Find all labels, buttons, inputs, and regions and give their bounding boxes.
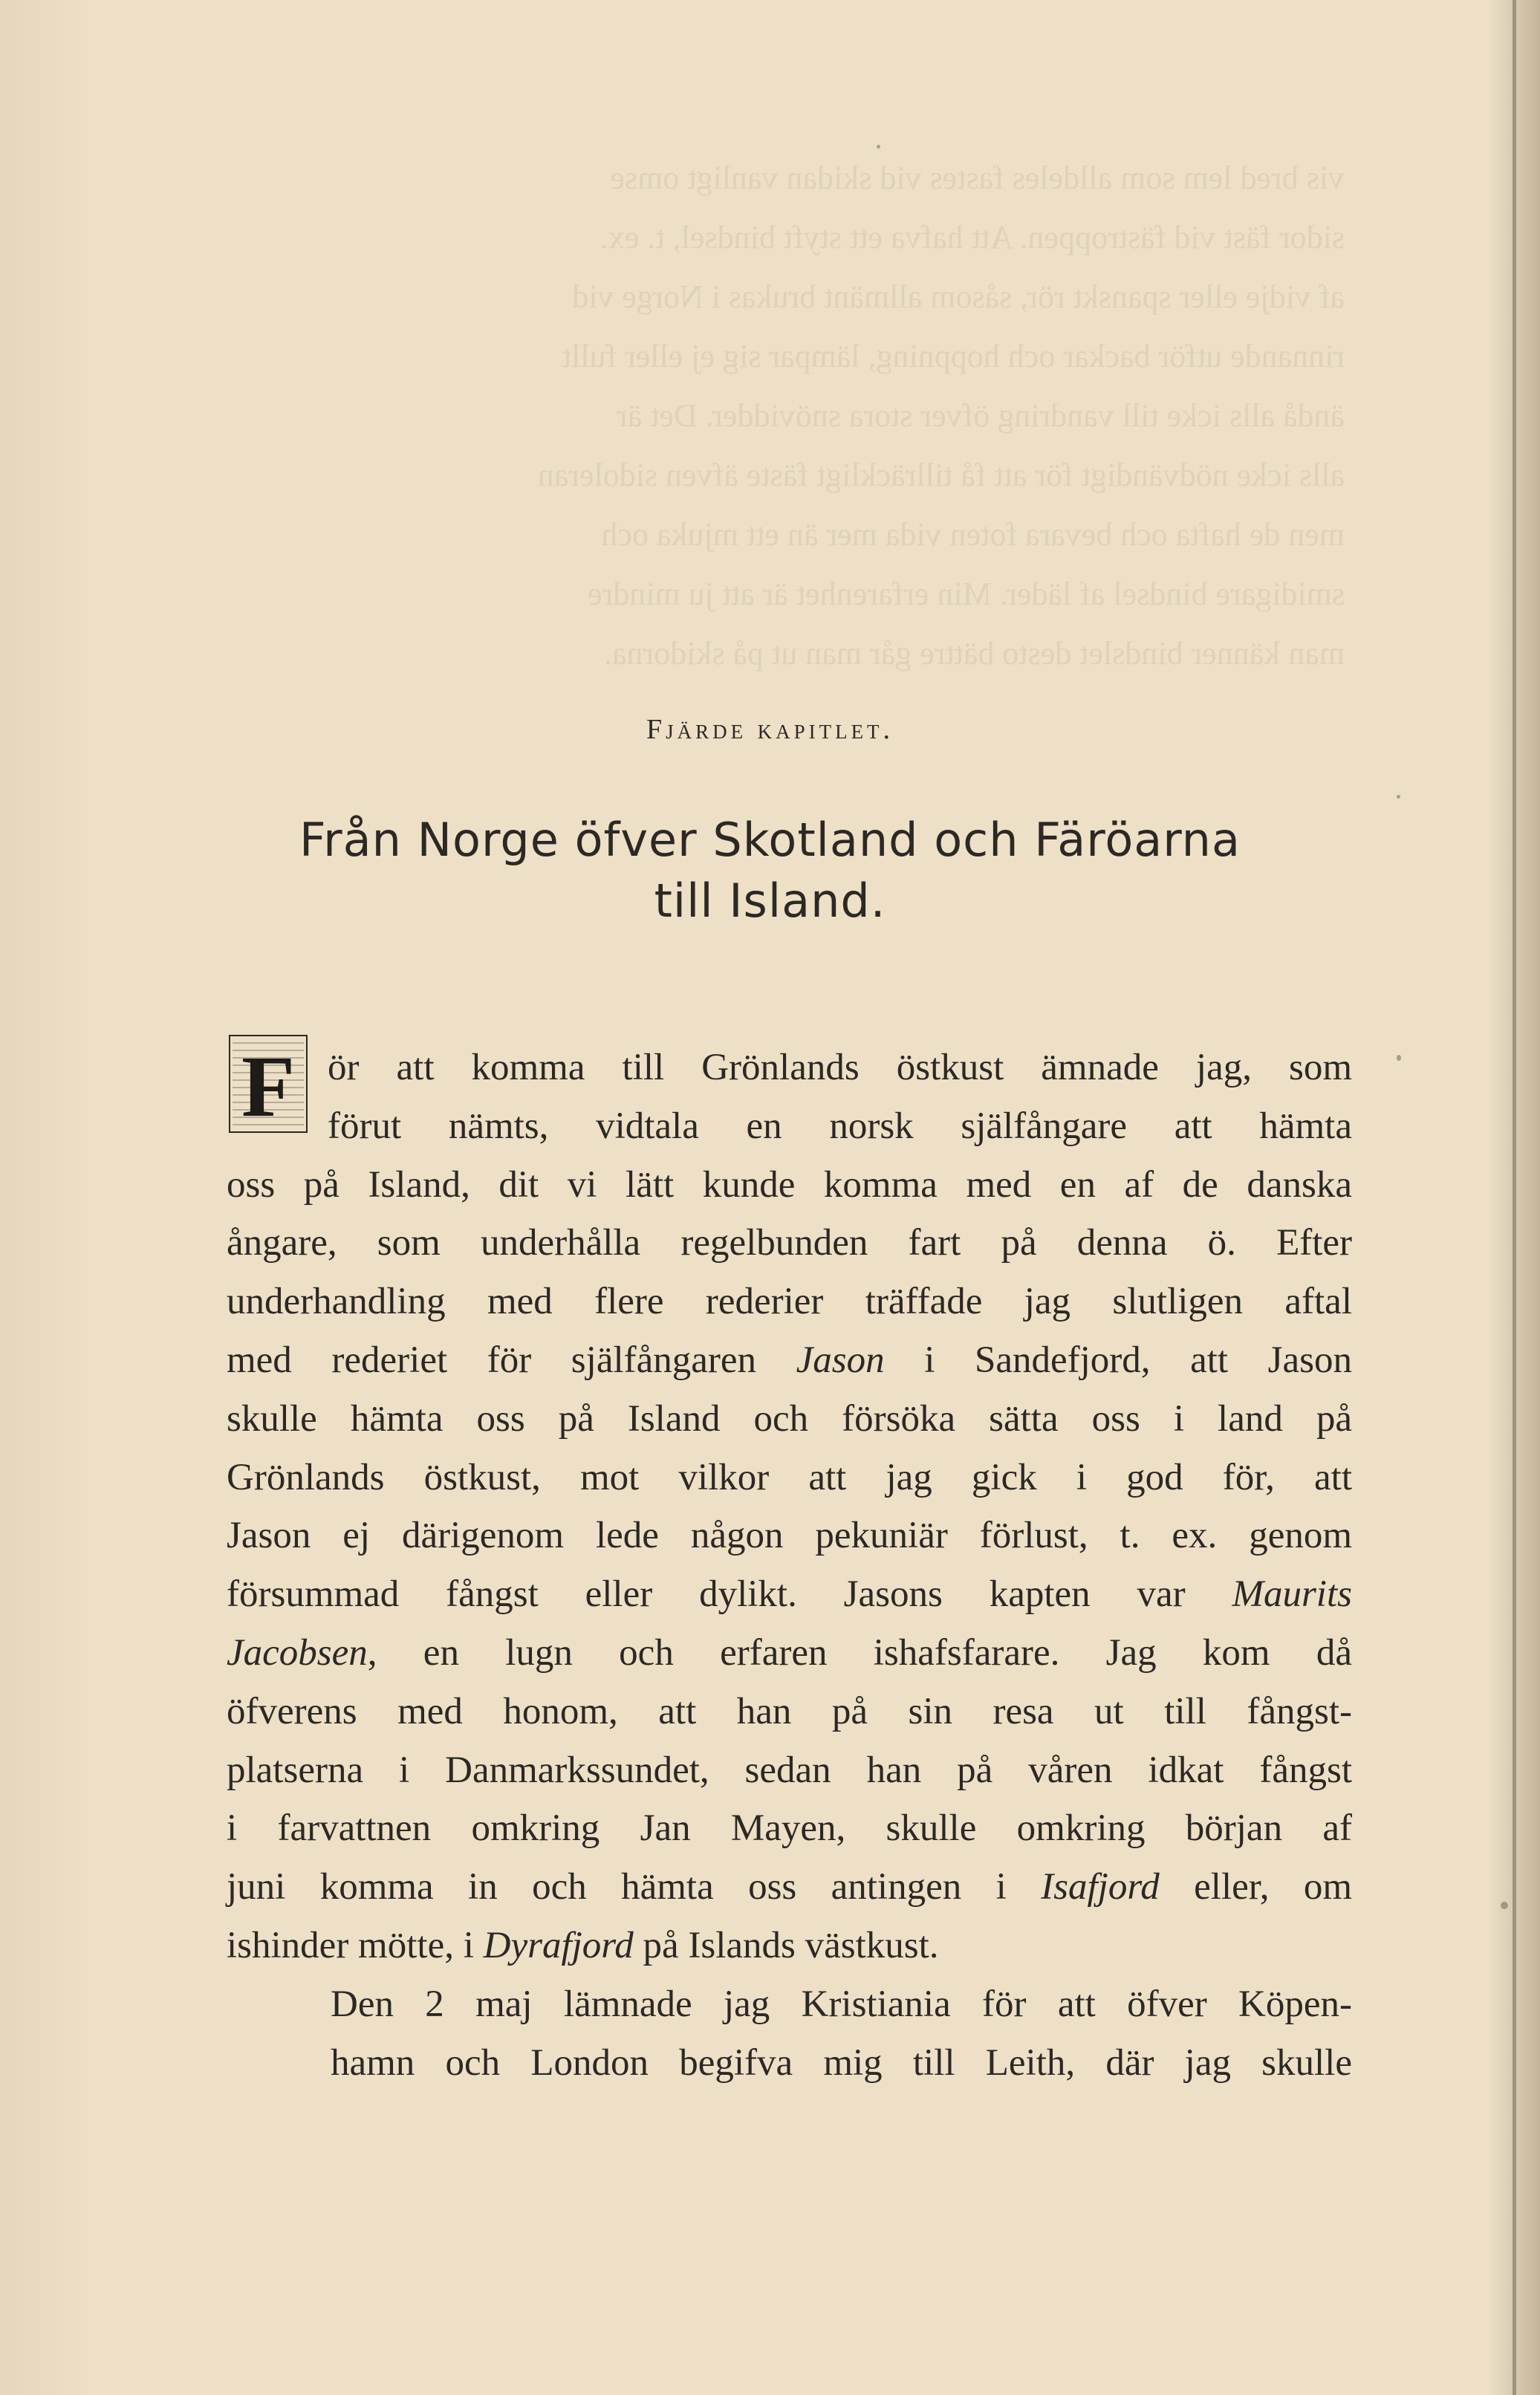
text-run: på Islands västkust.	[643, 1924, 939, 1966]
text-run: , en lugn och erfaren ishafsfarare. Jag kom då	[367, 1631, 1352, 1674]
speck	[877, 145, 880, 149]
text-run: med rederiet för själfångaren	[227, 1339, 756, 1381]
chapter-title-line-2: till Island.	[654, 874, 886, 928]
text-run: ishinder mötte, i	[227, 1924, 474, 1966]
place-isafjord: Isafjord	[1041, 1866, 1160, 1908]
line-13: platserna i Danmarkssundet, sedan han på våren idkat fångst	[227, 1749, 1352, 1791]
drop-cap-letter: F	[241, 1038, 296, 1135]
text-run: i Sandefjord, att Jason	[924, 1339, 1353, 1381]
page-edge	[1513, 0, 1516, 2395]
line-15	[227, 1858, 1352, 1917]
line-1: ör att komma till Grönlands östkust ämnade jag, som	[328, 1047, 1352, 1088]
line-5: underhandling med flere rederier träffade jag slutligen aftal	[227, 1281, 1352, 1323]
line-9: Jason ej därigenom lede någon pekuniär förlust, t. ex. genom	[227, 1515, 1352, 1557]
body-text	[227, 1039, 1352, 2092]
drop-cap	[227, 1033, 310, 1135]
line-18: hamn och London begifva mig till Leith, där jag skulle	[331, 2041, 1352, 2084]
ornamental-initial-icon	[227, 1033, 310, 1135]
speck	[1397, 795, 1400, 799]
text-run: eller, om	[1194, 1866, 1352, 1908]
place-dyrafjord: Dyrafjord	[483, 1924, 634, 1966]
line-10	[227, 1565, 1352, 1624]
line-4: ångare, som underhålla regelbunden fart på denna ö. Efter	[227, 1222, 1352, 1264]
line-7: skulle hämta oss på Island och försöka sätta oss i land på	[227, 1397, 1352, 1440]
line-6	[227, 1331, 1352, 1390]
text-run: försummad fångst eller dylikt. Jasons kapten var	[227, 1573, 1186, 1616]
line-12: öfverens med honom, att han på sin resa ut till fångst-	[227, 1690, 1352, 1732]
captain-last-name: Jacobsen	[227, 1631, 368, 1674]
show-through-text: vis bred lem som alldeles fastes vid skidan vanligt omse sidor fäst vid fästroppen. Att hafva ett styft bindsel, t. ex. af vidje eller spanskt rör, såsom allmänt brukas i Norge vid rinnande utför backar och hoppning, lämpar sig ej eller fullt ändå alls icke till vandring öfver stora snövidder. Det är alls icke nödvändigt för att få tillräckligt fäste äfven sidoleran men de hafta och bevara foten vida mer än ett mjuka och smidigare bindsel af läder. Min erfarenhet är att ju mindre man känner bindslet desto bättre går man ut på skidorna.	[537, 160, 1345, 672]
line-2: förut nämts, vidtala en norsk själfångare att hämta	[328, 1105, 1352, 1147]
line-17: Den 2 maj lämnade jag Kristiania för att öfver Köpen-	[331, 1983, 1352, 2025]
speck	[1397, 1055, 1401, 1061]
paragraph-1	[227, 1039, 1352, 1975]
chapter-title	[186, 810, 1354, 932]
ship-name-jason: Jason	[796, 1339, 885, 1381]
line-3: oss på Island, dit vi lätt kunde komma med en af de danska	[227, 1163, 1352, 1206]
speck	[1501, 1902, 1508, 1909]
line-8: Grönlands östkust, mot vilkor att jag gick i god för, att	[227, 1456, 1352, 1498]
chapter-label: Fjärde kapitlet.	[646, 714, 894, 745]
line-11	[227, 1624, 1352, 1683]
captain-first-name: Maurits	[1232, 1573, 1352, 1616]
chapter-title-line-1: Från Norge öfver Skotland och Färöarna	[299, 813, 1241, 867]
paragraph-2	[227, 1975, 1352, 2093]
line-14: i farvattnen omkring Jan Mayen, skulle omkring början af	[227, 1807, 1352, 1850]
text-run: juni komma in och hämta oss antingen i	[227, 1866, 1007, 1908]
line-16	[227, 1917, 1352, 1975]
